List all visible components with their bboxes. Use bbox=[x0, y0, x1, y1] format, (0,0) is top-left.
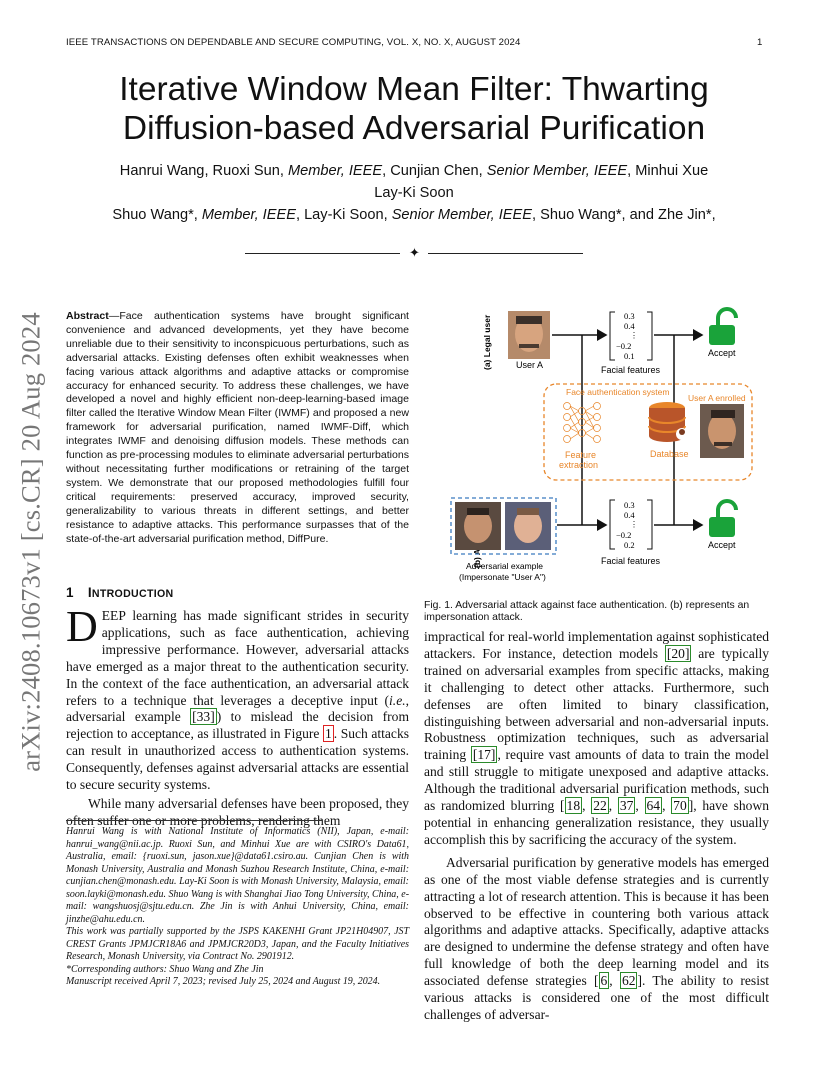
footnote-corresponding: *Corresponding authors: Shuo Wang and Zhe Jin bbox=[66, 963, 264, 975]
citation-link[interactable]: 70 bbox=[673, 798, 687, 814]
feature-value: 0.2 bbox=[624, 540, 635, 550]
page-number: 1 bbox=[757, 37, 763, 48]
adversarial-face-1 bbox=[455, 502, 501, 550]
facial-features-label: Facial features bbox=[601, 556, 661, 566]
column-2-text: impractical for real-world implementation against sophisticated attackers. For instance, detection models [20] are typically trained on adversarial examples from specific attacks, making it challenging to detect other attacks. Furthermore, such defenses are often limited to binary classification, distinguishing between adversarial and non-adversarial inputs. Robustness optimization techniques, such as adversarial training [17] , require vast amounts of data to train the model and still struggle to mitigate unexposed and adaptive attacks. Although the traditional adversarial purification methods, such as randomized blurring [ 18 , 22 , 37 , 64 , 70 ], have shown potential in enhancing generalization resistance, they usually accomplish this by sacrificing the accuracy of the system. Adversarial purification by generative models has emerged as one of the most viable defense strategies and is currently attracting a lot of research attention. This is because it has been observed to be effective in countering both various attack algorithms and adaptive attacks. Specifically, adaptive attacks are designed to undermine the defense strategy and often have full knowledge of both the deep learning model and its associated defense strategies [ 6 , 62 ]. The ability to resist various attacks is considered one of the most difficult challenges of adversar- bbox=[424, 629, 770, 1022]
citation-link[interactable]: 18 bbox=[566, 798, 581, 814]
enrolled-user-face bbox=[700, 404, 744, 458]
text-run: , have shown potential in enhancing generalization resistance, they usually accomplish this by sacrificing the accuracy of the system. bbox=[424, 798, 769, 847]
caption-label: Fig. 1. bbox=[424, 600, 453, 611]
title-line-2: Diffusion-based Adversarial Purification bbox=[122, 110, 706, 147]
text-run: ) to mislead the decision from rejection to acceptance, as illustrated in Figure bbox=[66, 709, 409, 742]
abstract bbox=[66, 310, 409, 546]
author-name: Lay-Ki Soon bbox=[304, 207, 384, 223]
section-heading bbox=[66, 585, 173, 600]
section-title-initial: I bbox=[87, 585, 92, 600]
abstract-label: Abstract bbox=[66, 310, 109, 322]
paragraph: Adversarial purification by generative models has emerged as one of the most viable defense strategies and is currently attracting a lot of research attention. This is because it has been observed to be effective in countering both various attack algorithms and adaptive attacks. Specifically, adaptive attacks are designed to undermine the defense strategy and often have full knowledge of both the deep learning model and its associated defense strategies [ 6 , 62 ]. The ability to resist various attacks is considered one of the most difficult challenges of adversar- bbox=[424, 854, 769, 1022]
author-name: Ruoxi Sun bbox=[212, 163, 280, 179]
feature-value: 0.4 bbox=[624, 321, 635, 331]
text-run: , adversarial example bbox=[66, 692, 409, 725]
citation-link[interactable]: [33] bbox=[192, 709, 215, 725]
author-name: Hanrui Wang bbox=[119, 163, 205, 179]
feature-value: 0.3 bbox=[624, 311, 635, 321]
section-title-rest: NTRODUCTION bbox=[91, 588, 174, 600]
feature-value: 0.4 bbox=[624, 510, 635, 520]
text-run: , require vast amounts of data to train the model and still struggle to mitigate unexposed and adaptive attacks. Although the traditional adversarial purification methods, such as randomized blurring bbox=[424, 747, 769, 814]
adversarial-example-sublabel: (Impersonate "User A") bbox=[459, 572, 546, 582]
feature-value: ⋮ bbox=[630, 520, 638, 529]
text-run: are typically trained on adversarial examples from specific attacks, making it challenging to detect other attacks. Furthermore, such defenses are often limited to binary classification, distinguishing between adversarial and non-adversarial inputs. Robustness optimization techniques, such as adversarial training bbox=[424, 645, 770, 763]
footnote-affiliations: Hanrui Wang is with National Institute of Informatics (NII), Japan, e-mail: hanrui_wang@nii.ac.jp. Ruoxi Sun, and Minhui Xue are with CSIRO's Data61, Australia, email: {ruoxi.sun, jason.xue}@data61.csiro.au. Cunjian Chen is with Monash University, Australia and Monash Suzhou Research Institute, China, e-mail: cunjian.chen@monash.edu. Lay-Ki Soon is with Monash University, Malaysia, email: soon.layki@monash.edu. Shuo Wang is with Shanghai Jiao Tong University, China, e-mail: wangshuosj@sjtu.edu.cn. Zhe Jin is with Anhui University, China, email: jinzhe@ahu.edu.cn. bbox=[66, 826, 409, 925]
section-number: 1 bbox=[66, 585, 74, 600]
caption-text: Adversarial attack against face authentication. (b) represents an impersonation attack. bbox=[424, 600, 750, 624]
arxiv-stamp[interactable] bbox=[6, 282, 56, 802]
database-icon bbox=[649, 402, 688, 442]
user-a-label: User A bbox=[516, 360, 544, 370]
author-name: Shuo Wang* bbox=[540, 207, 622, 223]
facial-features-label: Facial features bbox=[601, 365, 661, 375]
author-name: Cunjian Chen bbox=[390, 163, 479, 179]
unlocked-lock-icon bbox=[709, 309, 736, 345]
author-name: Lay-Ki Soon bbox=[374, 185, 454, 201]
database-label: Database bbox=[650, 449, 689, 459]
abstract-text: —Face authentication systems have brought significant convenience and advanced developments, yet they have become unreliable due to their sensitivity to inconspicuous perturbations, such as adversarial attacks. Existing defenses often exhibit weaknesses when facing various attack algorithms and adaptive attacks or compromise accuracy for enhanced security. To address these challenges, we have developed a novel and highly efficient non-deep-learning-based image filter called the Iterative Window Mean Filter (IWMF) and proposed a new framework for adversarial purification, named IWMF-Diff, which integrates IWMF and denoising diffusion models. These methods can function as pre-processing modules to eliminate adversarial perturbations without necessitating further modifications or retraining of the target system. We demonstrate that our proposed methodologies fulfill four critical requirements: preserved accuracy, improved security, generalizability to various threats in different settings, and better resistance to adaptive attacks. This performance surpasses that of the state-of-the-art adversarial purification method, DiffPure. bbox=[66, 310, 409, 545]
feature-value: −0.2 bbox=[616, 530, 632, 540]
enrolled-label: User A enrolled bbox=[688, 393, 746, 403]
text-run: Adversarial purification by generative models has emerged as one of the most viable defense strategies and is currently attracting a lot of research attention. This is because it has been observed to be effective in countering both various attack algorithms and adaptive attacks. Specifically, adaptive attacks are designed to undermine the defense strategy and often have full knowledge of both the deep learning model and its associated defense strategies bbox=[424, 854, 769, 989]
citation-link[interactable]: [20] bbox=[666, 645, 690, 661]
paper-title bbox=[60, 70, 768, 148]
title-line-1: Iterative Window Mean Filter: Thwarting bbox=[119, 71, 709, 108]
title-divider bbox=[245, 246, 583, 260]
citation-link[interactable]: 6 bbox=[600, 973, 608, 989]
text-run: . The ability to resist various attacks is considered one of the most difficult challenges of adversar- bbox=[424, 973, 769, 1022]
citation-link[interactable]: 22 bbox=[593, 798, 607, 814]
author-role: Senior Member, IEEE bbox=[391, 207, 533, 223]
adversarial-face-2 bbox=[505, 502, 551, 550]
system-label: Face authentication system bbox=[566, 387, 670, 397]
unlocked-lock-icon bbox=[709, 501, 736, 537]
text-run: learning has made significant strides in security applications, such as face authentication, achieving impressive performance. However, adversarial attacks have emerged as a major threat to the authentication security. In the context of the face authentication, an adversarial attack refers to a technique that leverages a deceptive input ( bbox=[66, 608, 409, 708]
paragraph: While many adversarial defenses have been proposed, they often suffer one or more problems, rendering them bbox=[66, 795, 409, 828]
text-run: impractical for real-world implementation against sophisticated attackers. For instance, detection models bbox=[424, 629, 769, 661]
dropcap: D bbox=[66, 602, 98, 651]
legal-user-label: (a) Legal user bbox=[482, 314, 492, 370]
first-word: EEP bbox=[101, 608, 126, 623]
author-role: Senior Member, IEEE bbox=[486, 163, 628, 179]
text-run: i.e. bbox=[389, 692, 406, 708]
accept-label: Accept bbox=[708, 540, 736, 550]
arxiv-stamp-text: arXiv:2408.10673v1 [cs.CR] 20 Aug 2024 bbox=[15, 312, 46, 772]
running-header: IEEE TRANSACTIONS ON DEPENDABLE AND SECURE COMPUTING, VOL. X, NO. X, AUGUST 2024 bbox=[66, 37, 521, 48]
figure-ref-link[interactable]: 1 bbox=[325, 726, 332, 742]
feature-value: −0.2 bbox=[616, 341, 632, 351]
text-run: ] bbox=[688, 798, 694, 814]
figure-diagram bbox=[420, 300, 780, 600]
feature-extraction-label: extraction bbox=[559, 460, 599, 470]
author-list: Hanrui Wang, Ruoxi Sun, Member, IEEE, Cunjian Chen, Senior Member, IEEE, Minhui Xue Lay-Ki Soon Shuo Wang*, Member, IEEE, Lay-Ki Soon, Senior Member, IEEE, Shuo Wang*, and Zhe Jin*, bbox=[112, 163, 716, 223]
text-run: . Such attacks can result in unauthorized access to authentication systems. Consequently, defenses against adversarial attacks are essential to secure security systems. bbox=[66, 726, 409, 793]
author-name: Zhe Jin* bbox=[658, 207, 712, 223]
feature-value: 0.3 bbox=[624, 500, 635, 510]
author-role: Member, IEEE bbox=[288, 163, 383, 179]
figure-1 bbox=[420, 300, 780, 600]
citation-link[interactable]: [17] bbox=[472, 747, 496, 763]
author-name: Shuo Wang* bbox=[112, 207, 194, 223]
adversarial-example-label: Adversarial example bbox=[466, 561, 544, 571]
author-role: Member, IEEE bbox=[201, 207, 296, 223]
feature-value: 0.1 bbox=[624, 351, 635, 361]
text-run: [ bbox=[560, 798, 565, 814]
accept-label: Accept bbox=[708, 348, 736, 358]
feature-extraction-label: Feature bbox=[565, 450, 597, 460]
figure-caption bbox=[424, 600, 769, 625]
author-name: Minhui Xue bbox=[635, 163, 709, 179]
citation-link[interactable]: 64 bbox=[646, 798, 661, 814]
footnote-funding: This work was partially supported by the JSPS KAKENHI Grant JP21H04907, JST CREST Grants JPMJCR18A6 and JPMJCR20D3, Japan, and the Faculty Initiatives Research, Monash University, via Contract No. 2901912. bbox=[66, 926, 409, 962]
feature-value: ⋮ bbox=[630, 331, 638, 340]
footnote-rule bbox=[66, 820, 322, 821]
citation-link[interactable]: 62 bbox=[621, 973, 636, 989]
divider-diamond-icon: ✦ bbox=[409, 245, 420, 260]
footnotes bbox=[66, 826, 409, 989]
user-a-face bbox=[508, 311, 550, 359]
footnote-manuscript: Manuscript received April 7, 2023; revised July 25, 2024 and August 19, 2024. bbox=[66, 976, 381, 987]
citation-link[interactable]: 37 bbox=[619, 798, 634, 814]
intro-text bbox=[66, 602, 409, 830]
